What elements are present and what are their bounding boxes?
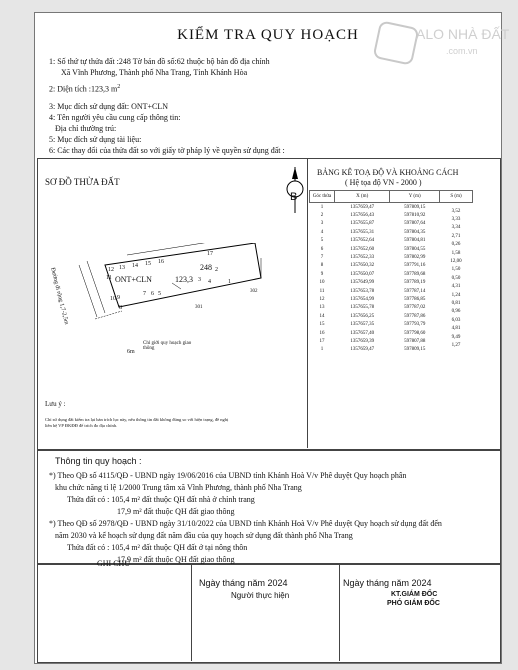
road-label: Đường đi rộng 1,7-2,5m	[49, 267, 70, 326]
planning-p1-line2: khu chức năng tỉ lệ 1/2000 Trung tâm xã Vĩnh Phương, thành phố Nha Trang	[55, 483, 302, 492]
table-cell: 597804,55	[404, 246, 426, 252]
left-role: Người thực hiện	[231, 591, 290, 600]
info-line-3: 3: Mục đích sử dụng đất: ONT+CLN	[49, 102, 169, 111]
info-line-1b: Xã Vĩnh Phương, Thành phố Nha Trang, Tỉnh Khánh Hòa	[61, 68, 248, 77]
table-row	[310, 346, 473, 354]
neighbor-302: 302	[250, 289, 258, 294]
distance-cell	[440, 292, 473, 306]
point-label-12: 12	[108, 267, 114, 273]
table-cell: 1357656,43	[350, 213, 375, 219]
table-row	[310, 245, 473, 253]
table-cell: 11	[319, 288, 325, 294]
distance-value: 1,24	[451, 292, 461, 298]
table-row	[310, 203, 473, 212]
point-label-11: 11	[106, 275, 112, 281]
distance-cell	[440, 329, 473, 340]
table-cell: 17	[319, 338, 325, 344]
notes-label: GHI CHÚ	[97, 559, 131, 568]
right-role-1: KT.GIÁM ĐỐC	[391, 591, 438, 598]
table-cell: 1357655,87	[350, 221, 375, 227]
table-cell: 8	[320, 263, 324, 269]
table-cell: 597787,02	[404, 305, 426, 311]
parcel-area-label: 123,3	[175, 275, 193, 284]
table-cell: 1357652,64	[350, 238, 375, 244]
table-row	[310, 279, 473, 287]
point-label-3: 3	[198, 277, 201, 283]
table-cell: 14	[319, 313, 325, 319]
distance-cell	[440, 270, 473, 281]
table-cell: 1357650,07	[350, 271, 375, 277]
table-cell: 597802,99	[404, 255, 426, 261]
distance-value: 6,03	[451, 317, 461, 323]
coords-subtitle: ( Hệ tọa độ VN - 2000 )	[345, 178, 422, 187]
point-label-8: 8	[119, 305, 122, 311]
table-cell: 1357657,35	[350, 322, 375, 328]
col-header: Y (m)	[390, 191, 440, 203]
table-cell: 9	[320, 271, 324, 277]
distance-value: 2,71	[451, 233, 461, 239]
document-sheet	[34, 12, 502, 664]
diagram-title: SƠ ĐỒ THỬA ĐẤT	[45, 177, 120, 187]
info-line-4b: Địa chỉ thường trú:	[55, 124, 117, 133]
table-cell: 597804,35	[404, 229, 426, 235]
area-text: 2: Diện tích :123,3 m	[49, 84, 118, 94]
distance-cell	[440, 250, 473, 265]
watermark-logo	[376, 18, 516, 66]
table-row	[310, 262, 473, 270]
house-icon	[372, 20, 419, 65]
table-cell: 597810,92	[404, 213, 426, 219]
distance-value: 12,00	[450, 259, 462, 265]
table-row	[310, 295, 473, 303]
table-cell: 1357649,99	[350, 280, 375, 286]
table-cell: 597789,68	[404, 271, 426, 277]
distance-value: 0,96	[451, 309, 461, 315]
table-row	[310, 329, 473, 337]
table-cell: 16	[319, 330, 325, 336]
distance-cell	[440, 317, 473, 332]
planning-p1-line3: Thửa đất có : 105,4 m² đất thuộc QH đất nhà ở chỉnh trang	[67, 495, 255, 504]
table-cell: 597807,88	[404, 338, 426, 344]
table-cell: 1357659,47	[350, 204, 375, 210]
table-cell: 4	[320, 229, 324, 235]
table-cell: 1357659,39	[350, 338, 375, 344]
distance-cell	[440, 208, 473, 223]
distance-value: 1,27	[451, 342, 461, 348]
table-cell: 2	[320, 213, 324, 219]
note-title: Lưu ý :	[45, 400, 66, 408]
point-label-2: 2	[215, 267, 218, 273]
distance-value: 3,34	[451, 225, 461, 231]
note-text-1: Chỉ sử dụng đất kiểm tra lại bản trích lục này, nếu thông tin đất không đúng so với hiện trạng, đề nghị	[45, 417, 229, 422]
distance-value: 4,81	[451, 326, 461, 332]
col-header: S (m)	[440, 191, 473, 203]
info-line-6: 6: Các thay đổi của thửa đất so với giấy tờ pháp lý về quyền sử dụng đất :	[49, 146, 285, 155]
neighbor-301: 301	[195, 305, 203, 310]
boundary-note: Chỉ giới quy hoạch giao thông	[143, 341, 192, 351]
distance-cell	[440, 262, 473, 273]
distance-cell	[440, 279, 473, 290]
table-cell: 597809,15	[404, 204, 426, 210]
watermark-text: ALO NHÀ ĐẤT	[416, 26, 510, 42]
table-cell: 5	[320, 238, 324, 244]
table-row	[310, 287, 473, 295]
info-line-2	[49, 84, 120, 94]
table-cell: 1357655,78	[350, 305, 375, 311]
table-cell: 3	[320, 221, 324, 227]
table-cell: 10	[319, 280, 325, 286]
page-title: KIỂM TRA QUY HOẠCH	[177, 27, 359, 43]
setback-label: 6m	[127, 349, 135, 355]
table-cell: 597804,81	[404, 238, 426, 244]
distance-value: 3,52	[451, 208, 461, 214]
distance-cell	[440, 228, 473, 239]
distance-cell	[440, 237, 473, 248]
planning-p2-line2: năm 2030 và kế hoạch sử dụng đất năm đầu của quy hoạch sử dụng đất thành phố Nha Trang	[55, 531, 353, 540]
table-row	[310, 337, 473, 345]
distance-cell	[440, 304, 473, 315]
table-cell: 12	[319, 296, 325, 302]
point-label-14: 14	[132, 263, 138, 269]
table-cell: 597787,86	[404, 313, 426, 319]
note-text-2: liên hệ VP ĐKĐĐ để trích đo địa chính.	[45, 423, 118, 428]
table-cell: 1	[320, 347, 324, 353]
coords-table	[309, 190, 473, 354]
distance-value: 1,58	[451, 250, 461, 256]
table-row	[310, 228, 473, 236]
table-row	[310, 211, 473, 219]
coords-title: BẢNG KÊ TOẠ ĐỘ VÀ KHOẢNG CÁCH	[317, 168, 459, 177]
info-line-4: 4: Tên người yêu cầu cung cấp thông tin:	[49, 113, 181, 122]
table-cell: 597793,79	[404, 322, 426, 328]
table-cell: 597789,19	[404, 280, 426, 286]
parcel-id-label: 248	[200, 263, 212, 272]
table-cell: 597809,15	[404, 347, 426, 353]
point-label-1: 1	[228, 279, 231, 285]
planning-p2-line1: *) Theo QĐ số 2978/QĐ - UBND ngày 31/10/2022 của UBND tỉnh Khánh Hoà V/v Phê duyệt Quy hoạch sử dụng đất đến	[49, 519, 442, 528]
distance-value: 4,31	[451, 284, 461, 290]
point-label-16: 16	[158, 259, 164, 265]
distance-cell	[440, 287, 473, 298]
distance-value: 9,49	[451, 334, 461, 340]
point-label-10: 10	[110, 296, 116, 302]
table-row	[310, 304, 473, 312]
table-cell: 1357656,25	[350, 313, 375, 319]
distance-value: 1,50	[451, 267, 461, 273]
table-row	[310, 270, 473, 278]
table-cell: 1357652,33	[350, 255, 375, 261]
table-row	[310, 237, 473, 245]
table-cell: 1357653,78	[350, 288, 375, 294]
compass	[277, 165, 307, 215]
planning-p1-line1: *) Theo QĐ số 4115/QĐ - UBND ngày 19/06/2016 của UBND tỉnh Khánh Hoà V/v Phê duyệt Quy hoạch phân	[49, 471, 407, 480]
table-cell: 597807,64	[404, 221, 426, 227]
compass-letter: B	[290, 191, 298, 203]
table-cell: 1357657,40	[350, 330, 375, 336]
right-date: Ngày tháng năm 2024	[343, 578, 432, 588]
planning-p2-line4: 17,9 m² đất thuộc QH đất giao thông	[117, 555, 235, 564]
table-cell: 597798,60	[404, 330, 426, 336]
col-header: Góc thửa	[310, 191, 335, 203]
table-cell: 7	[320, 255, 324, 261]
distance-value: 0,26	[451, 242, 461, 248]
planning-p1-line4: 17,9 m² đất thuộc QH đất giao thông	[117, 507, 235, 516]
table-cell: 1357659,47	[350, 347, 375, 353]
table-cell: 597787,14	[404, 288, 426, 294]
left-date: Ngày tháng năm 2024	[199, 578, 288, 588]
distance-value: 3,33	[451, 217, 461, 223]
table-cell: 13	[319, 305, 325, 311]
distance-cell	[440, 334, 473, 348]
table-cell: 1357650,32	[350, 263, 375, 269]
distance-cell	[440, 346, 473, 354]
table-cell: 1357652,60	[350, 246, 375, 252]
table-cell: 6	[320, 246, 324, 252]
parcel-use-label: ONT+CLN	[115, 275, 152, 284]
distance-value: 0,50	[451, 275, 461, 281]
distance-cell	[440, 312, 473, 323]
right-role-2: PHÓ GIÁM ĐỐC	[387, 600, 440, 607]
distance-cell	[440, 220, 473, 231]
table-cell: 1357654,99	[350, 296, 375, 302]
point-label-7: 7	[143, 291, 146, 297]
table-cell: 1357655,31	[350, 229, 375, 235]
planning-title: Thông tin quy hoạch :	[55, 456, 142, 466]
distance-cell	[440, 203, 473, 212]
info-line-1: 1: Số thứ tự thửa đất :248 Tờ bản đồ số:62 thuộc bộ bản đồ địa chính	[49, 57, 270, 66]
point-label-15: 15	[145, 261, 151, 267]
watermark-sub: .com.vn	[446, 46, 478, 56]
planning-p2-line3: Thửa đất có : 105,4 m² đất thuộc QH đất ở tại nông thôn	[67, 543, 248, 552]
point-label-17: 17	[207, 251, 213, 257]
distance-cell	[440, 245, 473, 256]
table-cell: 597786,85	[404, 296, 426, 302]
table-row	[310, 312, 473, 320]
table-cell: 1	[320, 204, 324, 210]
footer-divider-2	[339, 564, 340, 661]
table-cell: 15	[319, 322, 325, 328]
table-cell: 597791,16	[404, 263, 426, 269]
point-label-9: 9	[117, 295, 120, 301]
col-header: X (m)	[335, 191, 390, 203]
point-label-5: 5	[158, 291, 161, 297]
point-label-6: 6	[151, 291, 154, 297]
point-label-13: 13	[119, 265, 125, 271]
diagram-divider	[307, 158, 308, 448]
area-unit-sup: 2	[117, 84, 121, 90]
distance-value: 0,81	[451, 300, 461, 306]
table-row	[310, 220, 473, 228]
point-label-4: 4	[208, 279, 211, 285]
table-row	[310, 253, 473, 261]
table-row	[310, 320, 473, 328]
footer-divider-1	[191, 564, 192, 661]
info-line-5: 5: Mục đích sử dụng tài liệu:	[49, 135, 142, 144]
